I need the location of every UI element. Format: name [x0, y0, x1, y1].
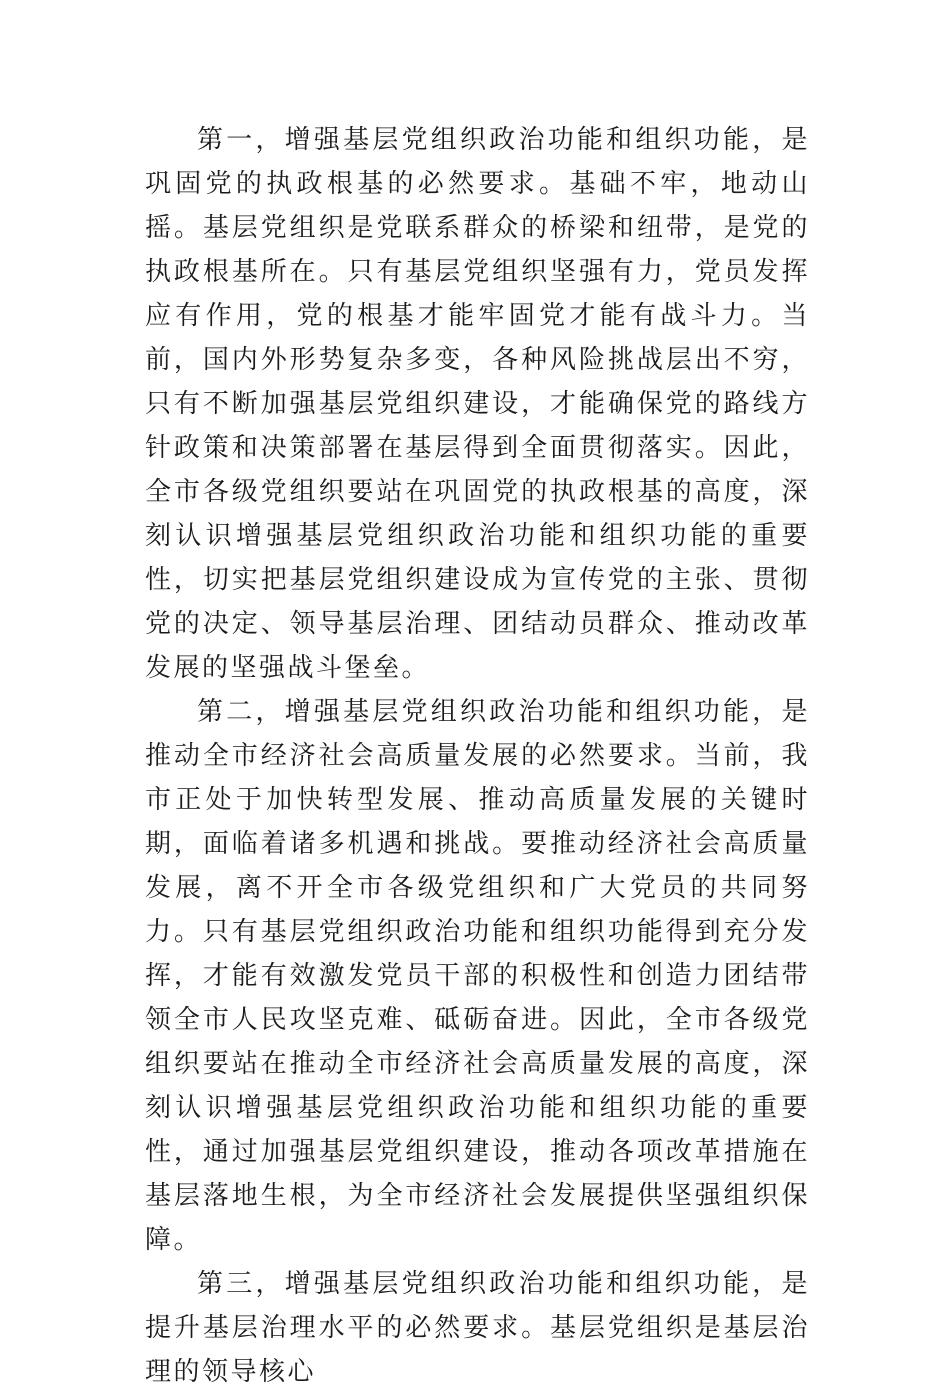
- paragraph-3: 第三，增强基层党组织政治功能和组织功能，是提升基层治理水平的必然要求。基层党组织是基层治理的领导核心: [145, 1269, 810, 1387]
- paragraph-2: 第二，增强基层党组织政治功能和组织功能，是推动全市经济社会高质量发展的必然要求。当前，我市正处于加快转型发展、推动高质量发展的关键时期，面临着诸多机遇和挑战。要推动经济社会高质量发展，离不开全市各级党组织和广大党员的共同努力。只有基层党组织政治功能和组织功能得到充分发挥，才能有效激发党员干部的积极性和创造力团结带领全市人民攻坚克难、砥砺奋进。因此，全市各级党组织要站在推动全市经济社会高质量发展的高度，深刻认识增强基层党组织政治功能和组织功能的重要性，通过加强基层党组织建设，推动各项改革措施在基层落地生根，为全市经济社会发展提供坚强组织保障。: [145, 697, 810, 1255]
- document-body: [145, 118, 810, 1394]
- paragraph-1: 第一，增强基层党组织政治功能和组织功能，是巩固党的执政根基的必然要求。基础不牢，地动山摇。基层党组织是党联系群众的桥梁和纽带，是党的执政根基所在。只有基层党组织坚强有力，党员发挥应有作用，党的根基才能牢固党才能有战斗力。当前，国内外形势复杂多变，各种风险挑战层出不穷，只有不断加强基层党组织建设，才能确保党的路线方针政策和决策部署在基层得到全面贯彻落实。因此，全市各级党组织要站在巩固党的执政根基的高度，深刻认识增强基层党组织政治功能和组织功能的重要性，切实把基层党组织建设成为宣传党的主张、贯彻党的决定、领导基层治理、团结动员群众、推动改革发展的坚强战斗堡垒。: [145, 125, 810, 683]
